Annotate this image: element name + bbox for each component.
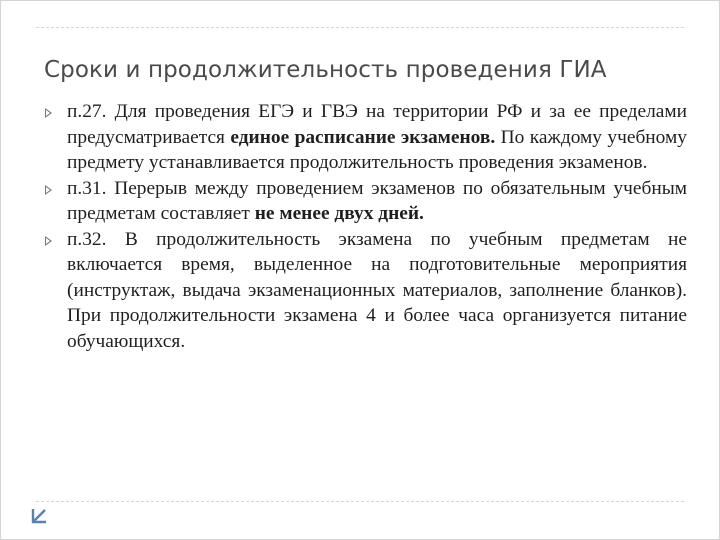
corner-arrow-icon <box>29 505 51 527</box>
triangle-arrow-right-icon <box>45 185 52 195</box>
bullet-text-bold: не менее двух дней. <box>254 203 424 224</box>
bullet-text: По каждому учебному предмету устанавливается продолжительность проведения экзаменов. <box>67 126 687 173</box>
bullet-item <box>41 227 687 355</box>
bullet-list <box>41 99 687 354</box>
bullet-text: п.32. В продолжительность экзамена по учебным предметам не включается время, выделенное на подготовительные мероприятия (инструктаж, выдача экзаменационных материалов, заполнение бланков). При продолжительности экзамена 4 и более часа организуется питание обучающихся. <box>67 228 687 352</box>
triangle-arrow-right-icon <box>45 236 52 246</box>
triangle-arrow-right-icon <box>45 108 52 118</box>
bullet-text-bold: единое расписание экзаменов. <box>230 126 496 148</box>
bullet-item <box>41 99 687 176</box>
slide-title: Сроки и продолжительность проведения ГИА <box>44 57 607 83</box>
bullet-item <box>41 176 687 227</box>
bottom-divider <box>36 501 684 502</box>
bullet-text: п.31. Перерыв между проведением экзаменов по обязательным учебным предметам составляет <box>67 177 687 224</box>
bullet-text: п.27. Для проведения ЕГЭ и ГВЭ на территории РФ и за ее пределами предусматривается <box>67 101 687 148</box>
top-divider <box>36 27 684 28</box>
